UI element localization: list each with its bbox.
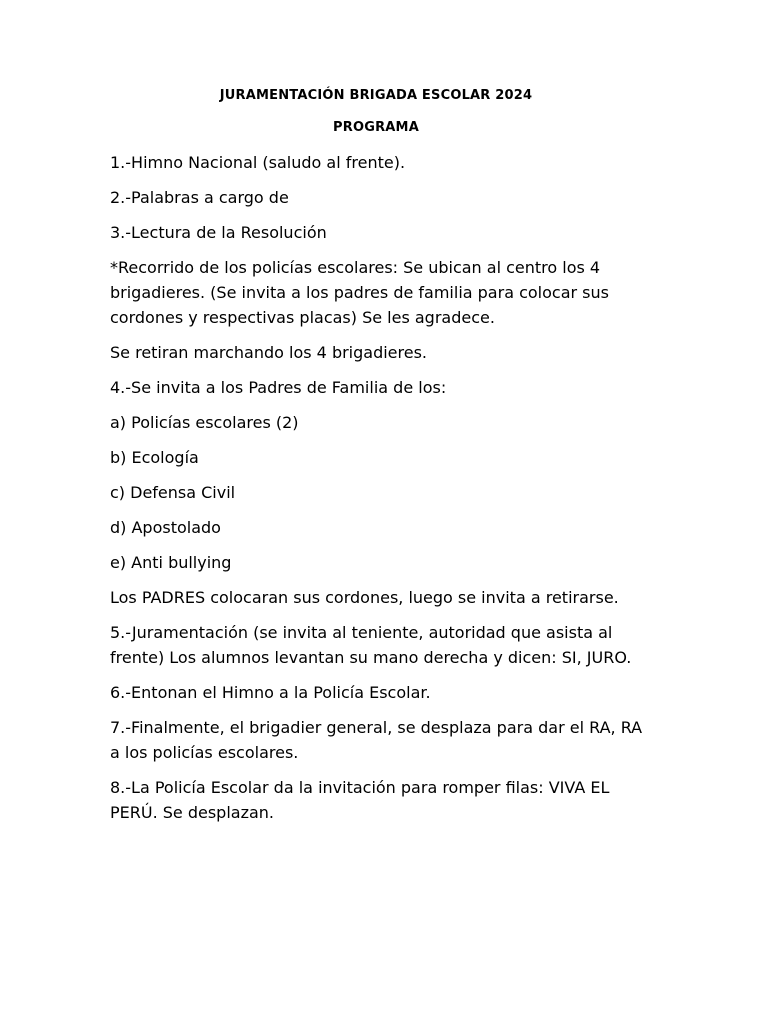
program-item-8: 8.-La Policía Escolar da la invitación para romper filas: VIVA EL PERÚ. Se desplazan. [110, 778, 610, 822]
program-item-5: 5.-Juramentación (se invita al teniente, autoridad que asista al frente) Los alumnos levantan su mano derecha y dicen: SI, JURO. [110, 623, 632, 667]
program-item-4: 4.-Se invita a los Padres de Familia de los: [110, 378, 447, 397]
program-content [110, 150, 655, 835]
program-subitem-d: d) Apostolado [110, 518, 221, 537]
program-item-2: 2.-Palabras a cargo de [110, 188, 289, 207]
program-subitem-a: a) Policías escolares (2) [110, 413, 299, 432]
program-item-3: 3.-Lectura de la Resolución [110, 223, 327, 242]
program-note-padres: Los PADRES colocaran sus cordones, luego se invita a retirarse. [110, 588, 619, 607]
program-item-1: 1.-Himno Nacional (saludo al frente). [110, 153, 406, 172]
document-title: JURAMENTACIÓN BRIGADA ESCOLAR 2024 [219, 88, 533, 103]
program-subitem-c: c) Defensa Civil [110, 483, 236, 502]
program-subitem-e: e) Anti bullying [110, 553, 232, 572]
program-item-6: 6.-Entonan el Himno a la Policía Escolar. [110, 683, 431, 702]
program-note-retiran: Se retiran marchando los 4 brigadieres. [110, 343, 428, 362]
program-note-recorrido: *Recorrido de los policías escolares: Se ubican al centro los 4 brigadieres. (Se invita a los padres de familia para colocar sus cordones y respectivas placas) Se les agradece. [110, 258, 609, 327]
program-item-7: 7.-Finalmente, el brigadier general, se desplaza para dar el RA, RA a los policías escolares. [110, 718, 643, 762]
program-subitem-b: b) Ecología [110, 448, 199, 467]
document-subtitle: PROGRAMA [333, 120, 419, 135]
